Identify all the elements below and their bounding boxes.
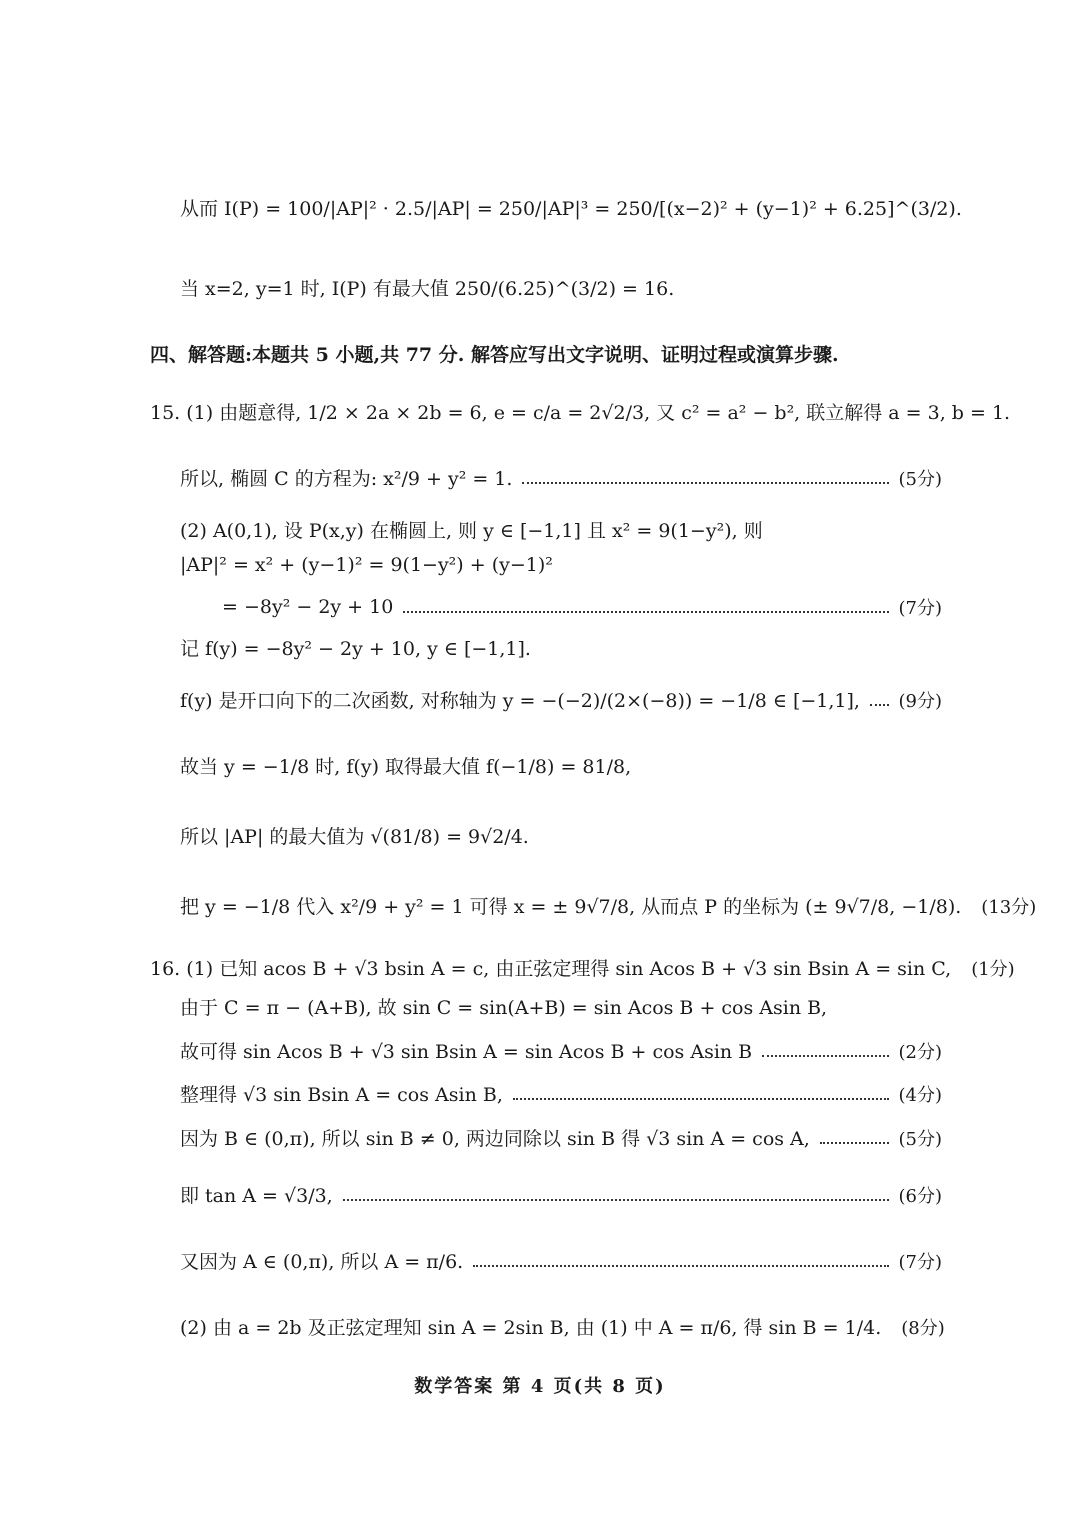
line-text: 故可得 sin Acos B + √3 sin Bsin A = sin Acos B + cos Asin B xyxy=(180,1041,753,1063)
line-text: (2) A(0,1), 设 P(x,y) 在椭圆上, 则 y ∈ [−1,1] 且 x² = 9(1−y²), 则 xyxy=(180,520,763,542)
q15-define-f xyxy=(180,634,942,661)
q15-part2 xyxy=(180,516,942,543)
line-text: 16. (1) 已知 acos B + √3 bsin A = c, 由正弦定理得 sin Acos B + √3 sin Bsin A = sin C, xyxy=(150,958,952,980)
dot-leader xyxy=(473,1263,888,1267)
q16-part2 xyxy=(180,1313,945,1340)
q15-ap-squared xyxy=(180,554,942,576)
dot-leader xyxy=(403,609,888,613)
dot-leader xyxy=(513,1096,889,1100)
score-label: (5分) xyxy=(898,468,942,490)
line-text: 所以 |AP| 的最大值为 √(81/8) = 9√2/4. xyxy=(180,826,529,848)
q15-axis-of-symmetry xyxy=(180,686,942,713)
line-text: 所以, 椭圆 C 的方程为: x²/9 + y² = 1. xyxy=(180,468,513,490)
q15-part1 xyxy=(150,398,1011,425)
score-label: (6分) xyxy=(898,1185,942,1207)
q16-tan-a xyxy=(180,1181,942,1208)
score-label: (7分) xyxy=(898,1251,942,1273)
score-label: (7分) xyxy=(898,598,942,619)
line-text: 即 tan A = √3/3, xyxy=(180,1185,333,1207)
score-label: (1分) xyxy=(971,958,1015,980)
q15-point-p xyxy=(180,892,1037,919)
line-text: 故当 y = −1/8 时, f(y) 取得最大值 f(−1/8) = 81/8, xyxy=(180,756,632,778)
score-label: (2分) xyxy=(898,1041,942,1063)
line-text: 15. (1) 由题意得, 1/2 × 2a × 2b = 6, e = c/a = 2√2/3, 又 c² = a² − b², 联立解得 a = 3, b = 1. xyxy=(150,402,1011,424)
line-text: f(y) 是开口向下的二次函数, 对称轴为 y = −(−2)/(2×(−8)) = −1/8 ∈ [−1,1], xyxy=(180,690,860,712)
line-text: 记 f(y) = −8y² − 2y + 10, y ∈ [−1,1]. xyxy=(180,638,531,660)
solution-line-2 xyxy=(180,274,942,301)
line-text: 从而 I(P) = 100/|AP|² · 2.5/|AP| = 250/|AP|³ = 250/[(x−2)² + (y−1)² + 6.25]^(3/2). xyxy=(180,198,962,220)
score-label: (13分) xyxy=(981,896,1037,918)
q16-sin-c xyxy=(180,993,942,1020)
score-label: (5分) xyxy=(898,1128,942,1150)
section-heading xyxy=(150,340,942,367)
line-text: 整理得 √3 sin Bsin A = cos Asin B, xyxy=(180,1084,503,1106)
line-text: = −8y² − 2y + 10 xyxy=(222,596,394,618)
line-text: 当 x=2, y=1 时, I(P) 有最大值 250/(6.25)^(3/2) = 16. xyxy=(180,278,675,300)
section-title: 四、解答题:本题共 5 小题,共 77 分. 解答应写出文字说明、证明过程或演算步骤. xyxy=(150,344,839,366)
dot-leader xyxy=(870,702,889,706)
line-text: 把 y = −1/8 代入 x²/9 + y² = 1 可得 x = ± 9√7/8, 从而点 P 的坐标为 (± 9√7/8, −1/8). xyxy=(180,896,962,918)
score-label: (4分) xyxy=(898,1084,942,1106)
q15-max-f xyxy=(180,752,942,779)
dot-leader xyxy=(820,1140,889,1144)
q15-max-ap xyxy=(180,822,942,849)
line-text: 又因为 A ∈ (0,π), 所以 A = π/6. xyxy=(180,1251,464,1273)
score-label: (8分) xyxy=(901,1317,945,1339)
solution-line-1 xyxy=(180,194,962,221)
dot-leader xyxy=(343,1197,889,1201)
line-text: 由于 C = π − (A+B), 故 sin C = sin(A+B) = sin Acos B + cos Asin B, xyxy=(180,997,828,1019)
dot-leader xyxy=(762,1053,888,1057)
q16-part1 xyxy=(150,954,1015,981)
line-text: (2) 由 a = 2b 及正弦定理知 sin A = 2sin B, 由 (1) 中 A = π/6, 得 sin B = 1/4. xyxy=(180,1317,882,1339)
dot-leader xyxy=(522,480,888,484)
page-footer: 数学答案 第 4 页(共 8 页) xyxy=(414,1376,666,1397)
score-label: (9分) xyxy=(898,690,942,712)
q16-angle-a xyxy=(180,1247,942,1274)
q16-equation xyxy=(180,1037,942,1064)
q15-ellipse-equation xyxy=(180,464,942,491)
q15-ap-simplified xyxy=(222,594,942,620)
q16-divide xyxy=(180,1124,942,1151)
line-text: 因为 B ∈ (0,π), 所以 sin B ≠ 0, 两边同除以 sin B 得 √3 sin A = cos A, xyxy=(180,1128,810,1150)
q16-simplify xyxy=(180,1080,942,1107)
line-text: |AP|² = x² + (y−1)² = 9(1−y²) + (y−1)² xyxy=(180,554,553,576)
